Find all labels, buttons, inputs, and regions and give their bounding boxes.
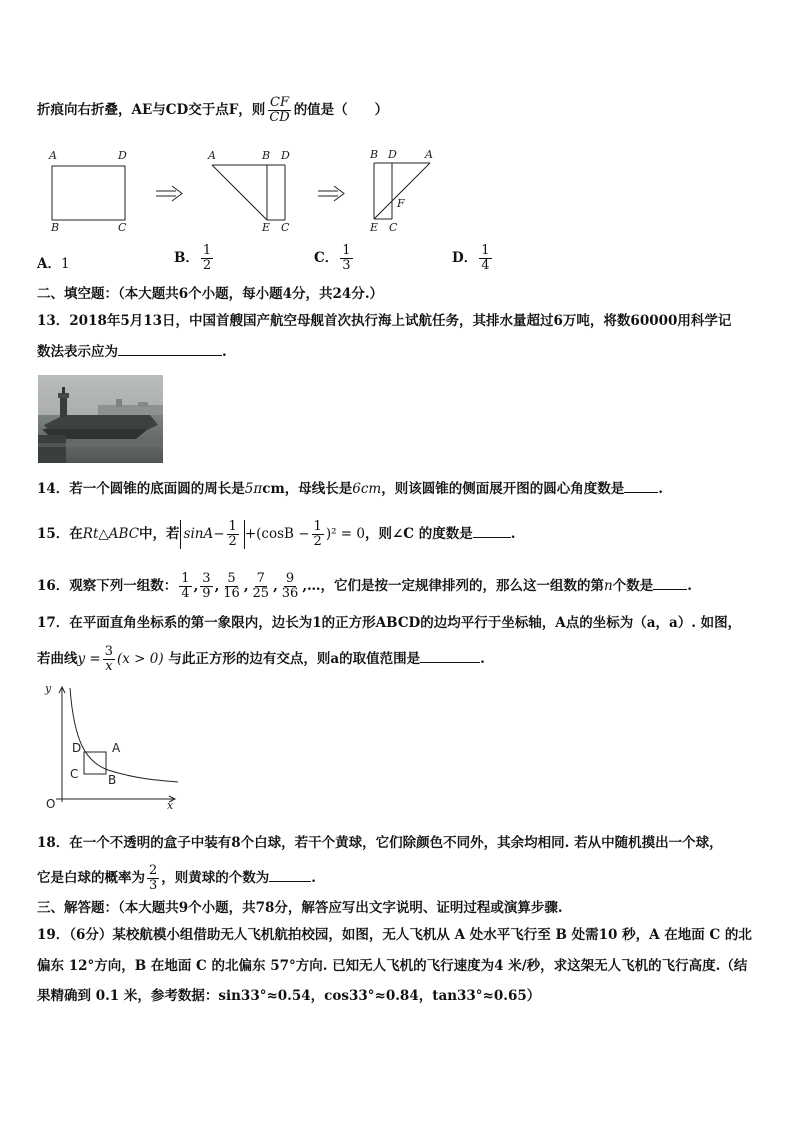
fig3-label-d: D xyxy=(388,148,397,161)
q14-unit: cm xyxy=(262,481,285,497)
graph-label-c: C xyxy=(70,767,79,781)
arrow-right-icon xyxy=(156,186,182,201)
q13-end: . xyxy=(222,344,227,360)
q15-cos-part: +(cosB − xyxy=(244,526,310,542)
q14-end: . xyxy=(658,481,663,497)
x-axis xyxy=(56,796,175,802)
graph-label-o: O xyxy=(46,797,56,811)
graph-label-x: x xyxy=(167,799,174,812)
frac-num: 2 xyxy=(149,863,158,878)
q15-text-tail: ，则∠C 的度数是 xyxy=(365,526,473,542)
q15-absolute-value xyxy=(180,520,245,549)
y-axis xyxy=(59,687,65,802)
option-letter: B． xyxy=(174,250,199,266)
option-letter: A． xyxy=(37,256,61,272)
option-fraction xyxy=(479,244,491,273)
seq-fraction xyxy=(251,572,272,601)
q18-end: . xyxy=(311,870,316,886)
option-fraction xyxy=(201,244,213,273)
q15-half-2 xyxy=(312,520,324,549)
q13-text: 数法表示应为 xyxy=(37,344,118,360)
q12-frac-den: CD xyxy=(269,110,290,125)
frac-den: 25 xyxy=(252,586,270,601)
q15-text-mid: 中，若 xyxy=(139,526,180,542)
option-den: 4 xyxy=(481,258,490,273)
fig3-label-b: B xyxy=(370,148,379,161)
fig3-label-e: E xyxy=(370,221,379,234)
fig1-label-a: A xyxy=(49,149,57,162)
answer-blank[interactable] xyxy=(269,867,311,882)
q12-option-d[interactable] xyxy=(452,244,494,273)
q15-square: )² = 0 xyxy=(325,526,365,542)
q12-option-c[interactable] xyxy=(314,244,355,273)
frac-den: 3 xyxy=(149,878,158,893)
answer-blank[interactable] xyxy=(624,478,658,493)
hyperbola-curve xyxy=(70,688,178,782)
frac-den: 4 xyxy=(181,586,190,601)
q16-line: 16．观察下列一组数： $\frac{1}{4}$ , $\frac{3}{9}$ , $\frac{5}{16}$ , $\frac{7}{25}$ , $\frac{9}{36}$ ,…，它们是按一定规律排列的，那么这一组数的第n个数是 . xyxy=(37,571,692,601)
q13-line2 xyxy=(37,341,227,362)
q12-option-b[interactable] xyxy=(174,244,215,273)
q18-fraction xyxy=(147,864,159,893)
q13-line1: 13．2018年5月13日，中国首艘国产航空母舰首次执行海上试航任务，其排水量超过6万吨，将数60000用科学记 xyxy=(37,313,732,329)
arrow-right-icon xyxy=(318,186,344,201)
q19-line2: 偏东 12°方向，B 在地面 C 的北偏东 57°方向. 已知无人飞机的飞行速度为4 米/秒，求这架无人飞机的飞行高度.（结 xyxy=(37,958,748,974)
q18-text: 它是白球的概率为 xyxy=(37,870,145,886)
fig3-label-a: A xyxy=(425,148,433,161)
fig2-label-e: E xyxy=(262,221,271,234)
q15-sin: sinA xyxy=(183,526,214,542)
option-letter: C． xyxy=(314,250,339,266)
frac-den: x xyxy=(105,659,113,674)
frac-num: 1 xyxy=(181,571,190,586)
q18-line1: 18．在一个不透明的盒子中装有8个白球，若干个黄球，它们除颜色不同外，其余均相同. 若从中随机摸出一个球， xyxy=(37,835,723,851)
fig2-label-a: A xyxy=(208,149,216,162)
frac-den: 2 xyxy=(313,534,322,549)
q15-minus: − xyxy=(213,526,225,542)
frac-num: 7 xyxy=(256,571,265,586)
q16-text: 16．观察下列一组数： xyxy=(37,578,178,594)
graph-label-b: B xyxy=(108,773,117,787)
fig3-label-c: C xyxy=(389,221,398,234)
answer-blank[interactable] xyxy=(420,648,480,663)
q16-text-mid: ,…，它们是按一定规律排列的，那么这一组数的第 xyxy=(302,578,605,594)
section-heading-fill-in: 二、填空题：（本大题共6个小题，每小题4分，共24分.） xyxy=(37,286,384,302)
q18-text-tail: ，则黄球的个数为 xyxy=(161,870,270,886)
q17-end: . xyxy=(480,651,485,667)
option-den: 3 xyxy=(342,258,351,273)
option-num: 1 xyxy=(481,243,490,258)
q15-end: . xyxy=(510,526,516,542)
q15-triangle: Rt△ABC xyxy=(82,526,140,542)
q17-fraction xyxy=(103,645,115,674)
fig2-label-b: B xyxy=(262,149,271,162)
q17-y-eq: y = xyxy=(77,651,101,667)
q14-text: 14．若一个圆锥的底面圆的周长是 xyxy=(37,481,245,497)
option-value: 1 xyxy=(60,256,70,272)
option-num: 1 xyxy=(342,243,351,258)
option-den: 2 xyxy=(202,258,212,273)
q15-line xyxy=(37,520,515,549)
frac-den: 36 xyxy=(281,586,299,601)
q17-condition: (x > 0) xyxy=(117,651,164,667)
frac-den: 9 xyxy=(202,586,211,601)
fig1-label-b: B xyxy=(51,221,60,234)
frac-num: 1 xyxy=(313,519,322,534)
fig2-label-c: C xyxy=(281,221,290,234)
option-letter: D． xyxy=(452,250,478,266)
fig3-label-f: F xyxy=(397,197,405,210)
seq-fraction xyxy=(221,572,242,601)
aircraft-carrier-photo xyxy=(38,375,163,463)
graph-label-y: y xyxy=(45,682,52,695)
q17-line1: 17．在平面直角坐标系的第一象限内，边长为1的正方形ABCD的边均平行于坐标轴，A点的坐标为（a，a）. 如图， xyxy=(37,615,742,631)
frac-num: 3 xyxy=(104,644,114,659)
seq-fraction xyxy=(179,572,191,601)
q17-text-tail: 与此正方形的边有交点，则a的取值范围是 xyxy=(168,651,421,667)
graph-label-d: D xyxy=(72,741,82,755)
fig1-label-d: D xyxy=(118,149,127,162)
q12-option-a[interactable] xyxy=(37,254,70,274)
section-heading-solve: 三、解答题：（本大题共9个小题，共78分，解答应写出文字说明、证明过程或演算步骤. xyxy=(37,900,563,916)
fig1-rectangle xyxy=(52,166,125,220)
q15-half xyxy=(227,520,239,549)
answer-blank[interactable] xyxy=(118,341,222,356)
q16-text-tail: 个数是 xyxy=(612,578,654,594)
q12-stem-text: 折痕向右折叠，AE与CD交于点F，则 xyxy=(37,102,266,118)
fig3-folded-shape xyxy=(374,163,430,219)
q14-line xyxy=(37,478,663,499)
q14-text-mid: ，母线长是 xyxy=(284,481,353,497)
q14-text-tail: ，则该圆锥的侧面展开图的圆心角度数是 xyxy=(381,481,625,497)
seq-fraction xyxy=(280,572,301,601)
q14-circumference: 5π xyxy=(244,481,263,497)
q16-end: . xyxy=(687,578,692,594)
q19-line1: 19．（6分）某校航模小组借助无人飞机航拍校园，如图，无人飞机从 A 处水平飞行至 B 处需10 秒，A 在地面 C 的北 xyxy=(37,927,752,943)
frac-den: 16 xyxy=(223,586,240,601)
option-num: 1 xyxy=(202,243,212,258)
frac-num: 9 xyxy=(285,571,295,586)
q17-line2 xyxy=(37,645,485,674)
q18-line2 xyxy=(37,864,316,893)
answer-blank[interactable] xyxy=(653,575,687,590)
q19-line3: 果精确到 0.1 米，参考数据：sin33°≈0.54，cos33°≈0.84，tan33°≈0.65） xyxy=(37,988,541,1004)
frac-num: 1 xyxy=(228,519,237,534)
option-fraction xyxy=(340,244,352,273)
frac-num: 3 xyxy=(202,571,211,586)
q12-stem-tail: 的值是（ ） xyxy=(293,102,389,118)
frac-num: 5 xyxy=(227,571,236,586)
q12-frac-num: CF xyxy=(270,95,289,110)
frac-den: 2 xyxy=(228,534,237,549)
fig2-folded-shape xyxy=(212,165,285,220)
q17-text: 若曲线 xyxy=(37,651,78,667)
seq-fraction xyxy=(200,572,212,601)
answer-blank[interactable] xyxy=(473,523,511,538)
fig1-label-c: C xyxy=(118,221,127,234)
q16-n: n xyxy=(604,578,613,594)
graph-label-a: A xyxy=(112,741,121,755)
q14-slant-height: 6cm xyxy=(352,481,382,497)
q15-text: 15．在 xyxy=(37,526,83,542)
fig2-label-d: D xyxy=(281,149,290,162)
